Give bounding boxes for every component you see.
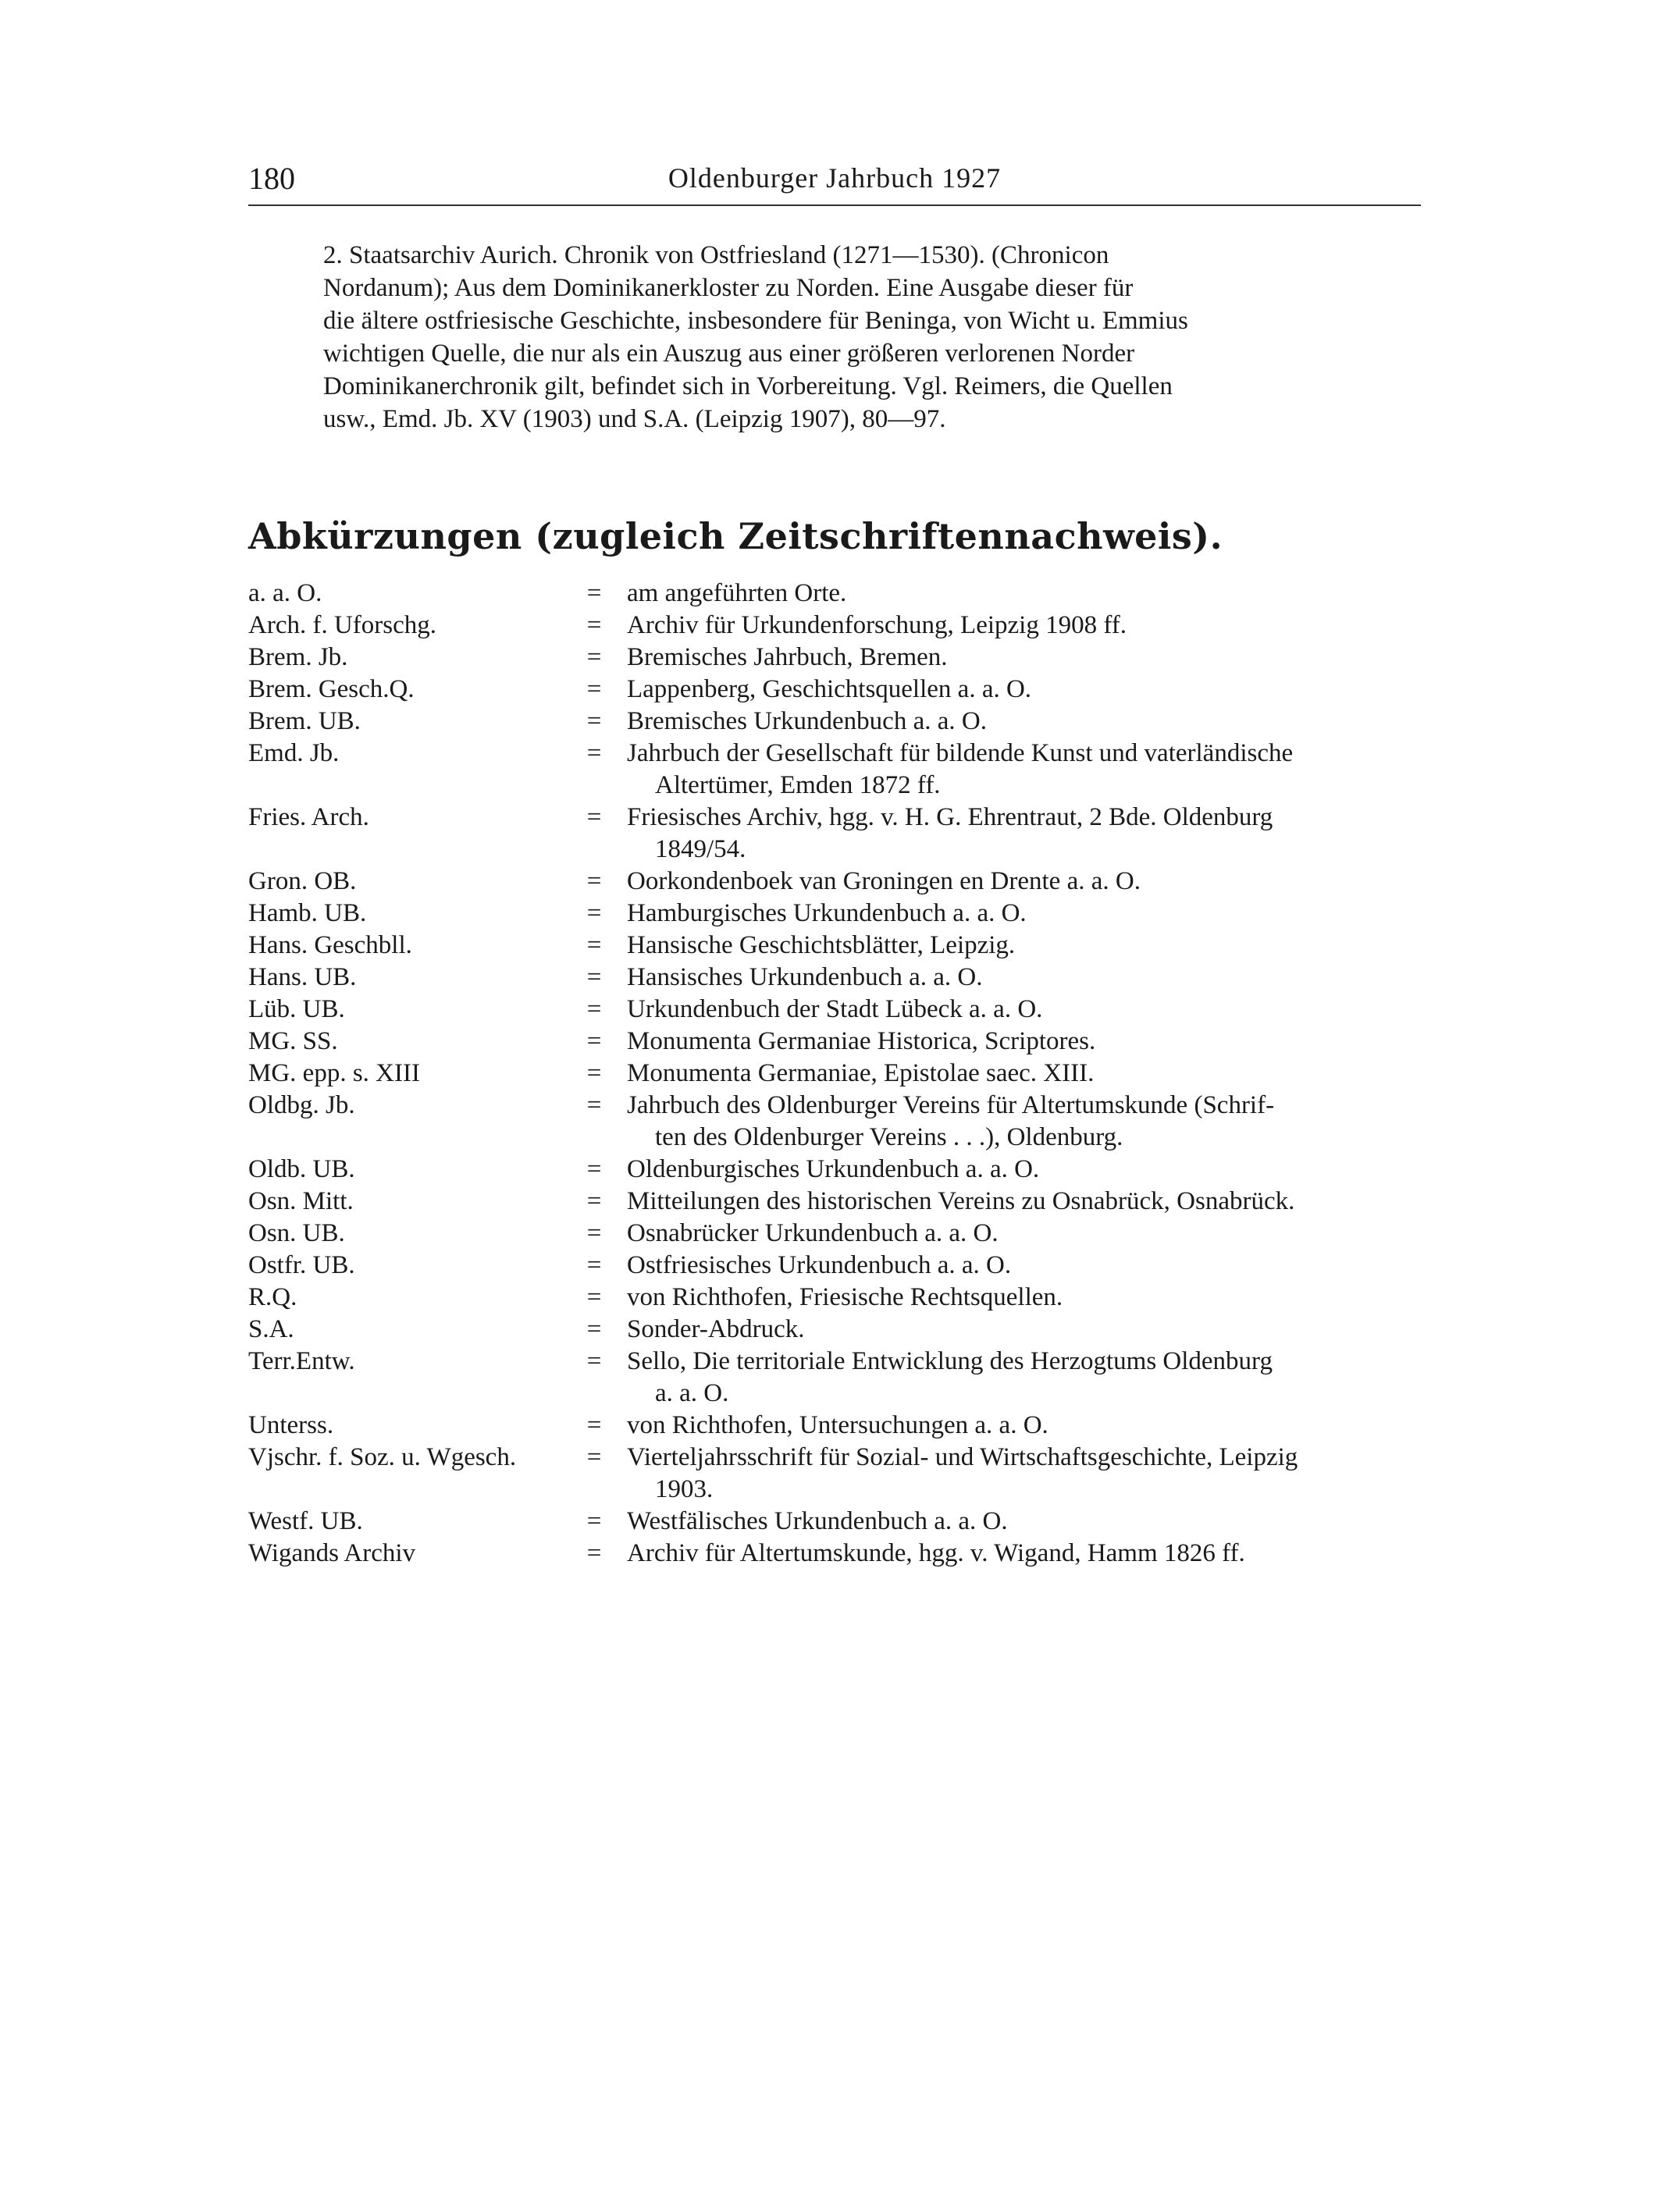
abbreviation-row bbox=[248, 1186, 1421, 1218]
abbreviation-row bbox=[248, 1410, 1421, 1442]
abbreviation-row bbox=[248, 578, 1421, 610]
abbreviation-expansion bbox=[627, 802, 1421, 866]
abbreviation-expansion bbox=[627, 1218, 1421, 1250]
equals-sign: = bbox=[586, 1251, 602, 1279]
equals-sign: = bbox=[586, 1507, 602, 1535]
abbreviation-row bbox=[248, 994, 1421, 1026]
abbreviation-key: R.Q. bbox=[248, 1283, 297, 1311]
expansion-line: Sello, Die territoriale Entwicklung des Herzogtums Oldenburg bbox=[627, 1347, 1273, 1375]
equals-sign: = bbox=[586, 611, 602, 639]
abbreviation-row bbox=[248, 674, 1421, 706]
abbreviation-expansion bbox=[627, 610, 1421, 642]
abbreviation-row bbox=[248, 738, 1421, 802]
expansion-line: Westfälisches Urkundenbuch a. a. O. bbox=[627, 1507, 1008, 1535]
expansion-line: Jahrbuch des Oldenburger Vereins für Altertumskunde (Schrif- bbox=[627, 1091, 1275, 1119]
equals-sign: = bbox=[586, 707, 602, 735]
expansion-line: Bremisches Urkundenbuch a. a. O. bbox=[627, 707, 987, 735]
expansion-line: Hansisches Urkundenbuch a. a. O. bbox=[627, 963, 983, 991]
expansion-line: Oldenburgisches Urkundenbuch a. a. O. bbox=[627, 1155, 1040, 1183]
equals-sign: = bbox=[586, 867, 602, 895]
abbreviation-row bbox=[248, 930, 1421, 962]
abbreviation-key: Brem. UB. bbox=[248, 707, 361, 735]
equals-sign: = bbox=[586, 963, 602, 991]
abbreviation-expansion bbox=[627, 1410, 1421, 1442]
note-line: Nordanum); Aus dem Dominikanerkloster zu Norden. Eine Ausgabe dieser für bbox=[323, 274, 1134, 302]
abbreviation-key: Lüb. UB. bbox=[248, 995, 345, 1023]
abbreviation-row bbox=[248, 866, 1421, 898]
section-title: Abkürzungen (zugleich Zeitschriftennachweis). bbox=[248, 515, 1223, 557]
equals-sign: = bbox=[586, 1155, 602, 1183]
abbreviation-row bbox=[248, 610, 1421, 642]
abbreviation-key: Arch. f. Uforschg. bbox=[248, 611, 437, 639]
expansion-line: von Richthofen, Friesische Rechtsquellen. bbox=[627, 1283, 1063, 1311]
equals-sign: = bbox=[586, 931, 602, 959]
abbreviation-row bbox=[248, 1538, 1421, 1570]
equals-sign: = bbox=[586, 675, 602, 703]
abbreviation-key: S.A. bbox=[248, 1315, 294, 1343]
expansion-line: Hansische Geschichtsblätter, Leipzig. bbox=[627, 931, 1016, 959]
expansion-line: Ostfriesisches Urkundenbuch a. a. O. bbox=[627, 1251, 1012, 1279]
abbreviation-key: Osn. Mitt. bbox=[248, 1187, 354, 1215]
equals-sign: = bbox=[586, 995, 602, 1023]
running-title: Oldenburger Jahrbuch 1927 bbox=[668, 162, 1002, 194]
expansion-line-continued: a. a. O. bbox=[655, 1379, 729, 1407]
abbreviation-expansion bbox=[627, 706, 1421, 738]
note-line: 2. Staatsarchiv Aurich. Chronik von Ostfriesland (1271—1530). (Chronicon bbox=[323, 241, 1109, 269]
abbreviation-key: Brem. Jb. bbox=[248, 643, 348, 671]
equals-sign: = bbox=[586, 643, 602, 671]
abbreviation-row bbox=[248, 1506, 1421, 1538]
expansion-line: Mitteilungen des historischen Vereins zu Osnabrück, Osnabrück. bbox=[627, 1187, 1295, 1215]
abbreviation-row bbox=[248, 802, 1421, 866]
abbreviation-expansion bbox=[627, 578, 1421, 610]
abbreviation-row bbox=[248, 642, 1421, 674]
abbreviation-row bbox=[248, 1282, 1421, 1314]
abbreviation-expansion bbox=[627, 1538, 1421, 1570]
note-line: wichtigen Quelle, die nur als ein Auszug aus einer größeren verlorenen Norder bbox=[323, 340, 1135, 368]
abbreviation-key: Hans. UB. bbox=[248, 963, 357, 991]
equals-sign: = bbox=[586, 1187, 602, 1215]
abbreviation-key: MG. SS. bbox=[248, 1027, 338, 1055]
expansion-line: von Richthofen, Untersuchungen a. a. O. bbox=[627, 1411, 1048, 1439]
abbreviation-list bbox=[248, 578, 1421, 1570]
abbreviation-expansion bbox=[627, 962, 1421, 994]
expansion-line-continued: 1849/54. bbox=[655, 835, 746, 863]
abbreviation-expansion bbox=[627, 1346, 1421, 1410]
abbreviation-row bbox=[248, 1346, 1421, 1410]
abbreviation-key: Vjschr. f. Soz. u. Wgesch. bbox=[248, 1443, 517, 1471]
header-rule bbox=[248, 204, 1421, 206]
abbreviation-key: Westf. UB. bbox=[248, 1507, 363, 1535]
abbreviation-row bbox=[248, 1090, 1421, 1154]
expansion-line: Archiv für Urkundenforschung, Leipzig 1908 ff. bbox=[627, 611, 1127, 639]
expansion-line-continued: ten des Oldenburger Vereins . . .), Oldenburg. bbox=[655, 1123, 1123, 1151]
abbreviation-key: Emd. Jb. bbox=[248, 739, 340, 767]
abbreviation-key: Oldb. UB. bbox=[248, 1155, 355, 1183]
abbreviation-expansion bbox=[627, 642, 1421, 674]
abbreviation-key: Oldbg. Jb. bbox=[248, 1091, 355, 1119]
abbreviation-key: Osn. UB. bbox=[248, 1219, 345, 1247]
archive-note bbox=[323, 239, 1421, 436]
abbreviation-row bbox=[248, 1314, 1421, 1346]
abbreviation-key: Unterss. bbox=[248, 1411, 334, 1439]
abbreviation-expansion bbox=[627, 1250, 1421, 1282]
expansion-line: Hamburgisches Urkundenbuch a. a. O. bbox=[627, 899, 1027, 927]
equals-sign: = bbox=[586, 1347, 602, 1375]
expansion-line-continued: 1903. bbox=[655, 1475, 714, 1503]
abbreviation-key: Wigands Archiv bbox=[248, 1539, 416, 1567]
equals-sign: = bbox=[586, 1411, 602, 1439]
note-line: die ältere ostfriesische Geschichte, insbesondere für Beninga, von Wicht u. Emmius bbox=[323, 307, 1188, 335]
abbreviation-expansion bbox=[627, 994, 1421, 1026]
abbreviation-key: Hans. Geschbll. bbox=[248, 931, 412, 959]
expansion-line: Archiv für Altertumskunde, hgg. v. Wigand, Hamm 1826 ff. bbox=[627, 1539, 1245, 1567]
abbreviation-row bbox=[248, 962, 1421, 994]
equals-sign: = bbox=[586, 1027, 602, 1055]
page-header bbox=[248, 160, 1421, 207]
expansion-line: Sonder-Abdruck. bbox=[627, 1315, 805, 1343]
abbreviation-expansion bbox=[627, 1026, 1421, 1058]
abbreviation-expansion bbox=[627, 898, 1421, 930]
expansion-line: Osnabrücker Urkundenbuch a. a. O. bbox=[627, 1219, 999, 1247]
abbreviation-expansion bbox=[627, 1154, 1421, 1186]
expansion-line: Urkundenbuch der Stadt Lübeck a. a. O. bbox=[627, 995, 1043, 1023]
abbreviation-key: Fries. Arch. bbox=[248, 803, 369, 831]
abbreviation-row bbox=[248, 1218, 1421, 1250]
abbreviation-row bbox=[248, 1026, 1421, 1058]
equals-sign: = bbox=[586, 1315, 602, 1343]
abbreviation-key: Terr.Entw. bbox=[248, 1347, 355, 1375]
expansion-line: Monumenta Germaniae, Epistolae saec. XIII. bbox=[627, 1059, 1095, 1087]
abbreviation-row bbox=[248, 1250, 1421, 1282]
expansion-line: am angeführten Orte. bbox=[627, 579, 847, 607]
abbreviation-key: Gron. OB. bbox=[248, 867, 357, 895]
abbreviation-row bbox=[248, 1058, 1421, 1090]
abbreviation-expansion bbox=[627, 1282, 1421, 1314]
equals-sign: = bbox=[586, 1443, 602, 1471]
equals-sign: = bbox=[586, 1539, 602, 1567]
abbreviation-expansion bbox=[627, 1506, 1421, 1538]
expansion-line: Lappenberg, Geschichtsquellen a. a. O. bbox=[627, 675, 1032, 703]
expansion-line: Monumenta Germaniae Historica, Scriptores. bbox=[627, 1027, 1096, 1055]
abbreviation-expansion bbox=[627, 674, 1421, 706]
abbreviation-row bbox=[248, 898, 1421, 930]
abbreviation-expansion bbox=[627, 738, 1421, 802]
abbreviation-key: Ostfr. UB. bbox=[248, 1251, 355, 1279]
abbreviation-expansion bbox=[627, 1186, 1421, 1218]
equals-sign: = bbox=[586, 579, 602, 607]
abbreviation-expansion bbox=[627, 930, 1421, 962]
expansion-line: Bremisches Jahrbuch, Bremen. bbox=[627, 643, 948, 671]
note-line: usw., Emd. Jb. XV (1903) und S.A. (Leipzig 1907), 80—97. bbox=[323, 405, 946, 433]
equals-sign: = bbox=[586, 1219, 602, 1247]
abbreviation-row bbox=[248, 706, 1421, 738]
equals-sign: = bbox=[586, 899, 602, 927]
equals-sign: = bbox=[586, 1059, 602, 1087]
abbreviation-row bbox=[248, 1442, 1421, 1506]
abbreviation-key: Brem. Gesch.Q. bbox=[248, 675, 415, 703]
abbreviation-key: Hamb. UB. bbox=[248, 899, 367, 927]
note-line: Dominikanerchronik gilt, befindet sich in Vorbereitung. Vgl. Reimers, die Quellen bbox=[323, 372, 1173, 400]
expansion-line: Vierteljahrsschrift für Sozial- und Wirtschaftsgeschichte, Leipzig bbox=[627, 1443, 1298, 1471]
expansion-line: Friesisches Archiv, hgg. v. H. G. Ehrentraut, 2 Bde. Oldenburg bbox=[627, 803, 1273, 831]
abbreviation-key: a. a. O. bbox=[248, 579, 322, 607]
page-number: 180 bbox=[248, 161, 295, 196]
equals-sign: = bbox=[586, 803, 602, 831]
expansion-line: Oorkondenboek van Groningen en Drente a. a. O. bbox=[627, 867, 1141, 895]
expansion-line: Jahrbuch der Gesellschaft für bildende Kunst und vaterländische bbox=[627, 739, 1294, 767]
expansion-line-continued: Altertümer, Emden 1872 ff. bbox=[655, 771, 941, 799]
abbreviation-expansion bbox=[627, 1058, 1421, 1090]
abbreviation-key: MG. epp. s. XIII bbox=[248, 1059, 420, 1087]
abbreviation-expansion bbox=[627, 866, 1421, 898]
equals-sign: = bbox=[586, 739, 602, 767]
abbreviation-row bbox=[248, 1154, 1421, 1186]
abbreviation-expansion bbox=[627, 1442, 1421, 1506]
abbreviation-expansion bbox=[627, 1090, 1421, 1154]
equals-sign: = bbox=[586, 1091, 602, 1119]
abbreviation-expansion bbox=[627, 1314, 1421, 1346]
equals-sign: = bbox=[586, 1283, 602, 1311]
